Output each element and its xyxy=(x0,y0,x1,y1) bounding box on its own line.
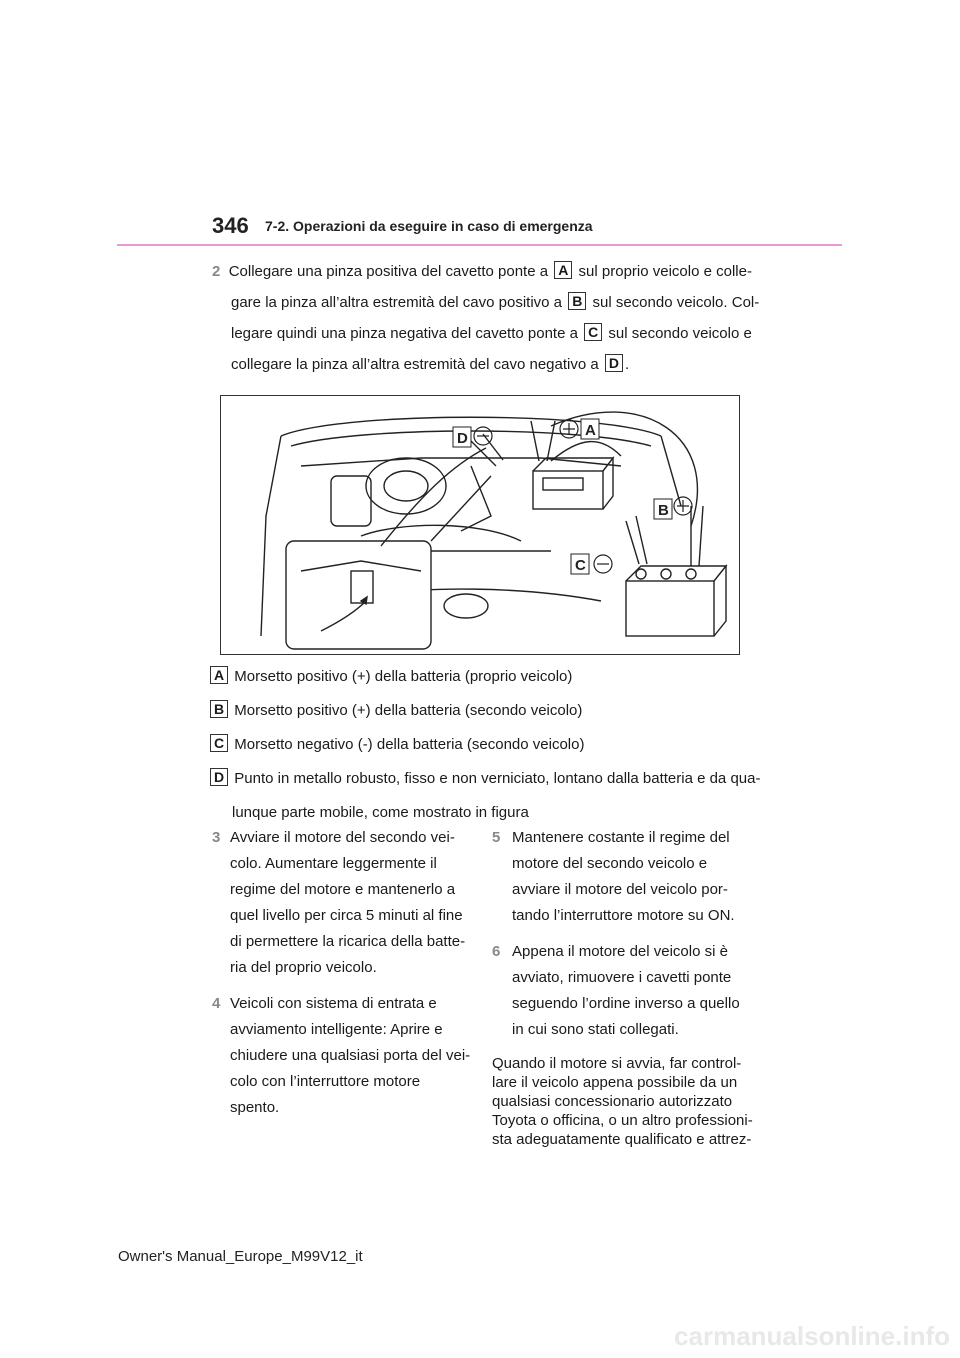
left-column xyxy=(212,826,472,1120)
watermark: carmanualsonline.info xyxy=(674,1321,950,1351)
label-d-badge: D xyxy=(605,354,623,372)
step-4-line: Veicoli con sistema di entrata e xyxy=(230,995,437,1012)
figure-label-b: B xyxy=(658,502,669,519)
header-divider xyxy=(117,244,842,246)
legend-item-d xyxy=(210,766,770,792)
step-6 xyxy=(492,940,762,1042)
step-6-line: Appena il motore del veicolo si è xyxy=(512,943,728,960)
figure-label-a: A xyxy=(585,422,596,439)
step-2-text: sul proprio veicolo e colle- xyxy=(578,263,752,280)
step-4-line: colo con l’interruttore motore xyxy=(230,1073,421,1090)
step-4-line: spento. xyxy=(230,1099,280,1116)
step-5-line: Mantenere costante il regime del xyxy=(512,829,730,846)
right-column xyxy=(492,826,762,1149)
figure-label-c: C xyxy=(575,557,586,574)
step-3-line: quel livello per circa 5 minuti al fine xyxy=(230,907,463,924)
step-4-line: chiudere una qualsiasi porta del vei- xyxy=(230,1047,471,1064)
closing-line: Toyota o officina, o un altro professioni- xyxy=(492,1112,753,1129)
step-4 xyxy=(212,992,472,1120)
legend-text: Morsetto positivo (+) della batteria (proprio veicolo) xyxy=(234,668,573,685)
legend-text: Morsetto negativo (-) della batteria (secondo veicolo) xyxy=(234,736,585,753)
engine-bay-drawing xyxy=(221,396,739,654)
step-number: 2 xyxy=(212,263,221,280)
step-5-line: motore del secondo veicolo e xyxy=(512,855,708,872)
label-b-badge: B xyxy=(568,292,586,310)
step-2 xyxy=(212,258,772,379)
label-c-badge: C xyxy=(210,734,228,752)
step-6-line: seguendo l’ordine inverso a quello xyxy=(512,995,740,1012)
step-6-line: in cui sono stati collegati. xyxy=(512,1021,679,1038)
step-3-line: Avviare il motore del secondo vei- xyxy=(230,829,455,846)
step-3-line: regime del motore e mantenerlo a xyxy=(230,881,456,898)
legend-item-d-continued: lunque parte mobile, come mostrato in figura xyxy=(232,804,529,821)
label-c-badge: C xyxy=(584,323,602,341)
step-3-line: di permettere la ricarica della batte- xyxy=(230,933,466,950)
step-number: 5 xyxy=(492,829,501,846)
step-2-text: sul secondo veicolo. Col- xyxy=(592,294,760,311)
jump-start-illustration xyxy=(220,395,740,655)
section-title: 7-2. Operazioni da eseguire in caso di emergenza xyxy=(265,218,593,234)
closing-line: Quando il motore si avvia, far control- xyxy=(492,1055,742,1072)
label-d-badge: D xyxy=(210,768,228,786)
label-b-badge: B xyxy=(210,700,228,718)
label-a-badge: A xyxy=(554,261,572,279)
step-2-text: gare la pinza all’altra estremità del cavo positivo a xyxy=(231,294,563,311)
footer-text: Owner's Manual_Europe_M99V12_it xyxy=(118,1248,363,1265)
legend-text: Punto in metallo robusto, fisso e non verniciato, lontano dalla batteria e da qua- xyxy=(234,770,761,787)
step-5 xyxy=(492,826,762,928)
page-number: 346 xyxy=(212,213,249,238)
step-3-line: ria del proprio veicolo. xyxy=(230,959,377,976)
closing-line: sta adeguatamente qualificato e attrez- xyxy=(492,1131,752,1148)
step-6-line: avviato, rimuovere i cavetti ponte xyxy=(512,969,732,986)
closing-line: qualsiasi concessionario autorizzato xyxy=(492,1093,733,1110)
step-2-text: . xyxy=(625,356,630,373)
step-2-text: sul secondo veicolo e xyxy=(608,325,752,342)
legend-item-b xyxy=(210,698,770,724)
legend-item-a xyxy=(210,664,770,690)
label-a-badge: A xyxy=(210,666,228,684)
step-2-text: Collegare una pinza positiva del cavetto ponte a xyxy=(228,263,549,280)
step-4-line: avviamento intelligente: Aprire e xyxy=(230,1021,443,1038)
legend-text: Morsetto positivo (+) della batteria (secondo veicolo) xyxy=(234,702,583,719)
step-3 xyxy=(212,826,472,980)
step-number: 6 xyxy=(492,943,501,960)
figure-label-d: D xyxy=(457,430,468,447)
step-2-text: legare quindi una pinza negativa del cavetto ponte a xyxy=(231,325,578,342)
legend-item-c xyxy=(210,732,770,758)
closing-line: lare il veicolo appena possibile da un xyxy=(492,1074,738,1091)
figure-legend xyxy=(210,664,770,826)
step-2-text: collegare la pinza all’altra estremità del cavo negativo a xyxy=(231,356,599,373)
step-number: 4 xyxy=(212,995,221,1012)
step-5-line: avviare il motore del veicolo por- xyxy=(512,881,728,898)
step-number: 3 xyxy=(212,829,221,846)
step-3-line: colo. Aumentare leggermente il xyxy=(230,855,437,872)
closing-paragraph xyxy=(492,1054,762,1149)
step-5-line: tando l’interruttore motore su ON. xyxy=(512,907,735,924)
